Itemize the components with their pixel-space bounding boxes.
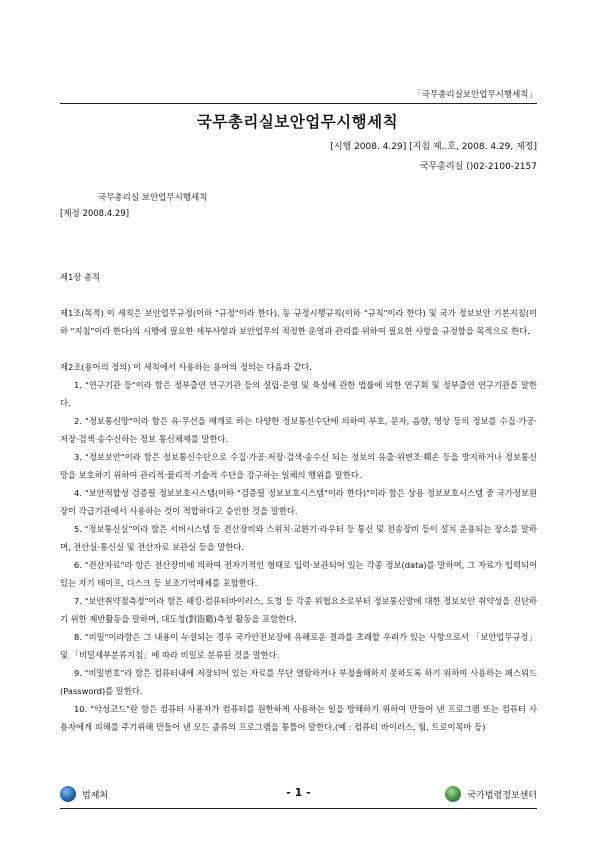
list-item bbox=[60, 520, 537, 556]
list-item-text: 1. "연구기관 등"이라 함은 정부출연 연구기관 등의 설립·운영 및 육성에 관한 법률에 의한 연구회 및 정부출연 연구기관을 말한다. bbox=[60, 380, 537, 408]
article-2-intro: 제2조(용어의 정의) 이 세칙에서 사용하는 용어의 정의는 다음과 같다. bbox=[60, 362, 312, 372]
list-item-text: 10. "악성코드"란 함은 컴퓨터 사용자가 컴퓨터를 원한하게 사용하는 일을 방해하기 위하여 만들어 낸 프로그램 또는 컴퓨터 사용자에게 피해를 주기위해 만들어 낸 모든 종류의 프로그램을 통틀어 말한다.(예 : 컴퓨터 바이러스, 웜, 트로이목마 등) bbox=[60, 704, 537, 732]
header-divider bbox=[60, 103, 537, 104]
list-item-text: 6. "전산자료"라 함은 전산장비에 의하여 전자기적인 형태로 입력·보관되어 있는 각종 정보(data)를 말하며, 그 자료가 입력되어 있는 자기 테이프, 디스크 등 보조기억매체를 포함한다. bbox=[60, 560, 537, 588]
enactment-info: [시행 2008. 4.29] [지침 제..호, 2008. 4.29, 제정] bbox=[330, 142, 537, 152]
list-item bbox=[60, 592, 537, 628]
list-item-text: 2. "정보통신망"이라 함은 유·무선을 매개로 하는 다양한 정보통신수단에 의하여 부호, 문자, 음향, 영상 등의 정보를 수집·가공·저장·검색·송수신하는 정보 통신체제를 말한다. bbox=[60, 416, 537, 444]
list-item bbox=[60, 484, 537, 520]
org-title: 국무총리실 보안업무시행세칙 bbox=[98, 193, 208, 203]
list-item-text: 9. "비밀번호"라 함은 컴퓨터내에 저장되어 있는 자료를 무단 열람하거나 부정솔해하지 못하도록 하기 위하여 사용하는 패스워드(Password)를 말한다. bbox=[60, 668, 537, 696]
enacted-date: [제정 2008.4.29] bbox=[60, 209, 130, 219]
list-item bbox=[60, 376, 537, 412]
article-1: 제1조(목적) 이 세칙은 보안업무규정(이하 "규정"이라 한다), 동 규정시행규칙(이하 "규칙"이라 한다) 및 국가 정보보안 기본지침(이하 "지침"이라 한다)의 시행에 필요한 세부사항과 보안업무의 적정한 운영과 관리를 위하여 필요한 사항을 규정함을 목적으로 한다. bbox=[60, 308, 537, 336]
document-body bbox=[60, 268, 537, 736]
list-item bbox=[60, 412, 537, 448]
list-item-text: 8. "비밀"이라함은 그 내용이 누설되는 경우 국가안전보장에 유해로운 결과를 초래할 우려가 있는 사항으로서 「보안업무규정」 및 「비밀세부분류지침」에 따라 비밀로 분류된 것을 말한다. bbox=[60, 632, 537, 660]
list-item bbox=[60, 664, 537, 700]
footer-left-label: 법제처 bbox=[82, 790, 109, 801]
chapter-heading: 제1장 총칙 bbox=[60, 272, 100, 282]
list-item bbox=[60, 628, 537, 664]
law-center-logo-icon bbox=[445, 786, 461, 802]
list-item-text: 5. "정보통신실"이라 함은 서버시스템 등 전산장비와 스위치·교환기·라우터 등 통신 및 전송장비 등이 설치 운용되는 장소를 말하며, 전산실·통신실 및 전산자료 보관실 등을 말한다. bbox=[60, 524, 537, 552]
list-item-text: 3. "정보보안"이라 함은 정보통신수단으로 수집·가공·저장·검색·송수신 되는 정보의 유출·위변조·훼손 등을 방지하거나 정보통신망을 보호하기 위하여 관리적·물리적·기술적 수단을 강구하는 일체의 행위를 말한다. bbox=[60, 452, 537, 480]
list-item bbox=[60, 556, 537, 592]
contact-info: 국무총리실 ()02-2100-2157 bbox=[419, 162, 537, 172]
org-block bbox=[60, 190, 207, 222]
document-title: 국무총리실보안업무시행세칙 bbox=[196, 113, 399, 131]
footer-right-label: 국가법령정보센터 bbox=[467, 790, 537, 801]
header-document-tag: 「국무총리실보안업무시행세칙」 bbox=[413, 90, 537, 100]
list-item bbox=[60, 700, 537, 736]
page-footer bbox=[60, 782, 537, 808]
footer-right bbox=[445, 786, 537, 802]
list-item-text: 7. "보안취약점측정"이라 함은 해킹·컴퓨터바이러스, 도청 등 각종 위협요소로부터 정보통신망에 대한 정보보안 취약성을 진단하기 위한 제반활동을 말하며, 대도청(對盜聽)측정 활동을 포함한다. bbox=[60, 596, 537, 624]
list-item-text: 4. "보안적합성 검증필 정보보호시스템(이하 "검증필 정보보호시스템"이라 한다)"이라 함은 상용 정보보호시스템 중 국가정보원장이 각급기관에서 사용하는 것이 적합하다고 승인한 것을 말한다. bbox=[60, 488, 537, 516]
document-meta bbox=[330, 137, 537, 177]
definition-list bbox=[60, 376, 537, 736]
list-item bbox=[60, 448, 537, 484]
footer-divider bbox=[60, 808, 537, 809]
page-number: - 1 - bbox=[286, 786, 311, 799]
